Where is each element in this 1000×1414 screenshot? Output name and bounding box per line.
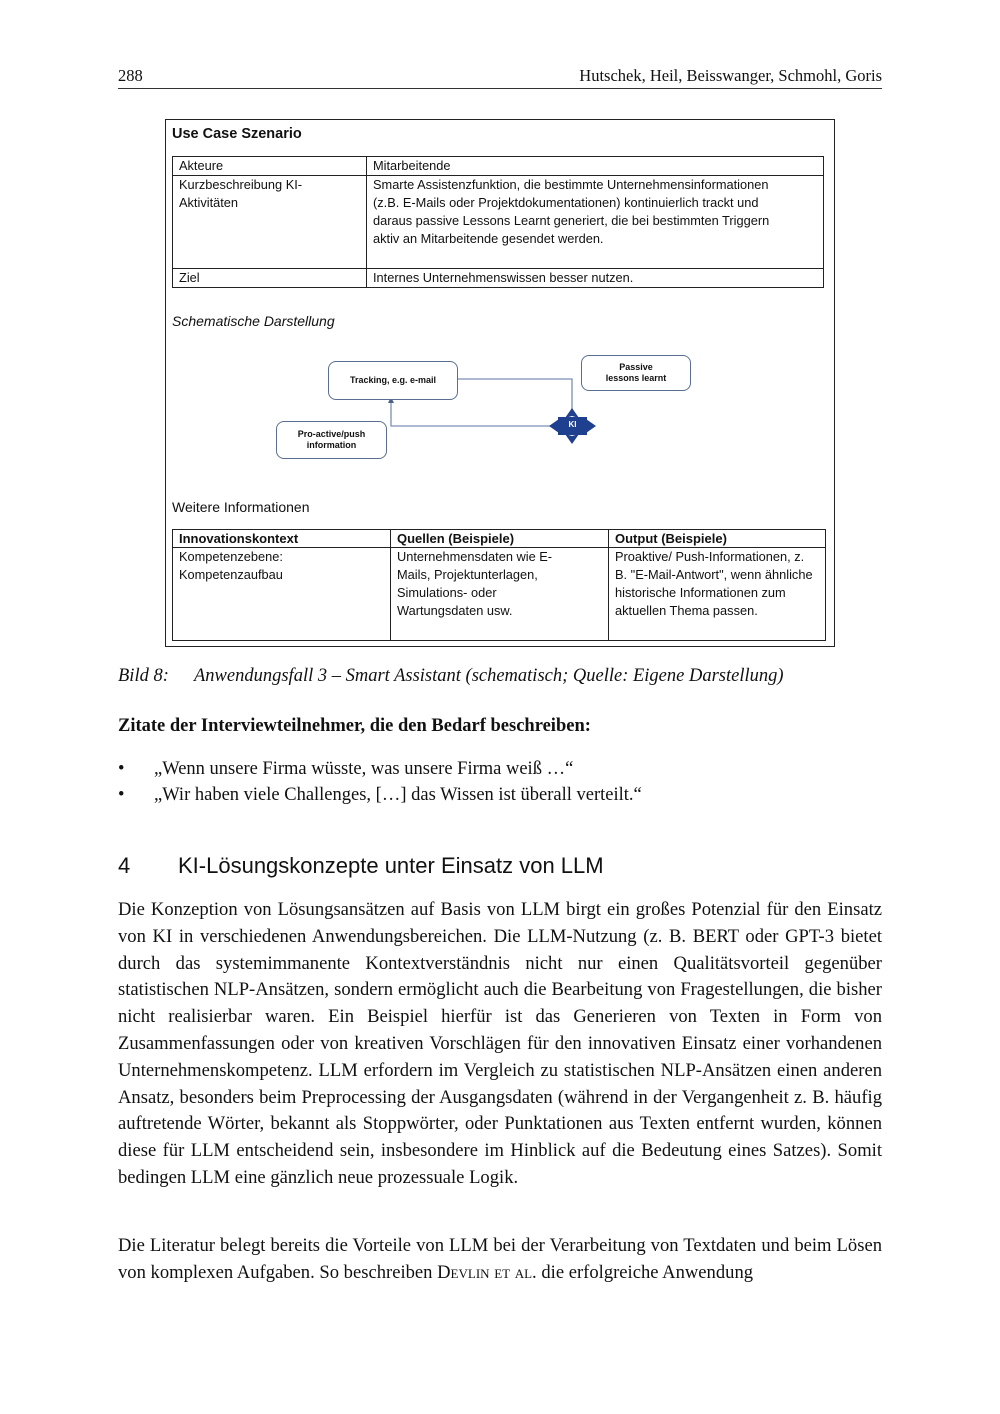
page-number: 288 xyxy=(118,66,143,85)
figure-caption xyxy=(118,666,784,687)
section-title: KI-Lösungskonzepte unter Einsatz von LLM xyxy=(178,853,604,878)
caption-text: Anwendungsfall 3 – Smart Assistant (schematisch; Quelle: Eigene Darstellung) xyxy=(194,666,784,686)
table-cell: Internes Unternehmenswissen besser nutzen. xyxy=(367,269,824,288)
table-cell: Kurzbeschreibung KI-Aktivitäten xyxy=(173,176,367,269)
more-info-heading: Weitere Informationen xyxy=(172,499,310,515)
quotes-heading: Zitate der Interviewteilnehmer, die den Bedarf beschreiben: xyxy=(118,716,591,736)
running-header xyxy=(118,66,882,89)
info-table xyxy=(172,529,826,641)
connector-line xyxy=(391,402,556,426)
table-row xyxy=(173,548,826,641)
passive-lessons-box: Passive lessons learnt xyxy=(581,355,691,391)
proactive-box: Pro-active/push information xyxy=(276,421,387,459)
figure-title: Use Case Szenario xyxy=(172,126,302,142)
tracking-box: Tracking, e.g. e-mail xyxy=(328,361,458,400)
quote-text: „Wenn unsere Firma wüsste, was unsere Firma weiß …“ xyxy=(154,759,574,779)
column-header: Output (Beispiele) xyxy=(609,530,826,548)
body-paragraph: Die Konzeption von Lösungsansätzen auf Basis von LLM birgt ein großes Potenzial für den Einsatz von KI in verschiedenen Anwendungsbereichen. Die LLM-Nutzung (z. B. BERT oder GPT-3 bietet durch das systemimmanente Kontextverständnis nicht nur einen Qualitätsvorteil gegenüber statistischen NLP-Ansätzen, sondern ermöglicht auch die Bearbeitung von Fragestellungen, die bisher nicht realisierbar waren. Ein Beispiel hierfür ist das Generieren von Texten in Form von Zusammenfassungen oder von kreativen Vorschlägen für den innovativen Einsatz einer vorhandenen Unternehmenskompetenz. LLM erfordern im Vergleich zu statistischen NLP-Ansätzen einen anderen Ansatz, besonders beim Preprocessing der Ausgangsdaten (während in der Vergangenheit z. B. häufig auftretende Wörter, bekannt als Stoppwörter, oder Punktationen aus Texten entfernt wurden, können diese für LLM entscheidend sein, insbesondere im Hinblick auf die Bedeutung eines Satzes). Somit bedingen LLM eine gänzlich neue prozessuale Logik. xyxy=(118,899,882,1188)
text: Die Literatur belegt bereits die Vorteile von LLM bei der Verarbeitung von Textdaten und beim Lösen von komplexen Aufgaben. So beschreiben xyxy=(118,1235,882,1283)
table-cell: Smarte Assistenzfunktion, die bestimmte Unternehmensinformationen (z.B. E-Mails oder Projektdokumentationen) kontinuierlich trackt und daraus passive Lessons Learnt generiert, die bei bestimmten Triggern aktiv an Mitarbeitende gesendet werden. xyxy=(367,176,824,269)
ki-label: KI xyxy=(568,420,577,429)
table-cell: Akteure xyxy=(173,157,367,176)
connector-line xyxy=(456,379,572,416)
quote-text: „Wir haben viele Challenges, […] das Wissen ist überall verteilt.“ xyxy=(154,785,642,805)
table-cell: Mitarbeitende xyxy=(367,157,824,176)
header-authors: Hutschek, Heil, Beisswanger, Schmohl, Goris xyxy=(579,66,882,85)
section-number: 4 xyxy=(118,853,131,878)
body-paragraph xyxy=(118,1233,882,1287)
citation: Devlin et al. xyxy=(437,1261,537,1283)
table-header-row xyxy=(173,530,826,548)
caption-label: Bild 8: xyxy=(118,666,169,686)
column-header: Innovationskontext xyxy=(173,530,391,548)
figure-use-case xyxy=(165,119,835,647)
table-cell: Unternehmensdaten wie E-Mails, Projektunterlagen, Simulations- oder Wartungsdaten usw. xyxy=(391,548,609,641)
table-cell: Kompetenzebene: Kompetenzaufbau xyxy=(173,548,391,641)
table-cell: Proaktive/ Push-Informationen, z. B. "E-Mail-Antwort", wenn ähnliche historische Informationen zum aktuellen Thema passen. xyxy=(609,548,826,641)
column-header: Quellen (Beispiele) xyxy=(391,530,609,548)
schema-heading: Schematische Darstellung xyxy=(172,313,335,329)
text: die erfolgreiche Anwendung xyxy=(536,1261,754,1283)
table-cell: Ziel xyxy=(173,269,367,288)
